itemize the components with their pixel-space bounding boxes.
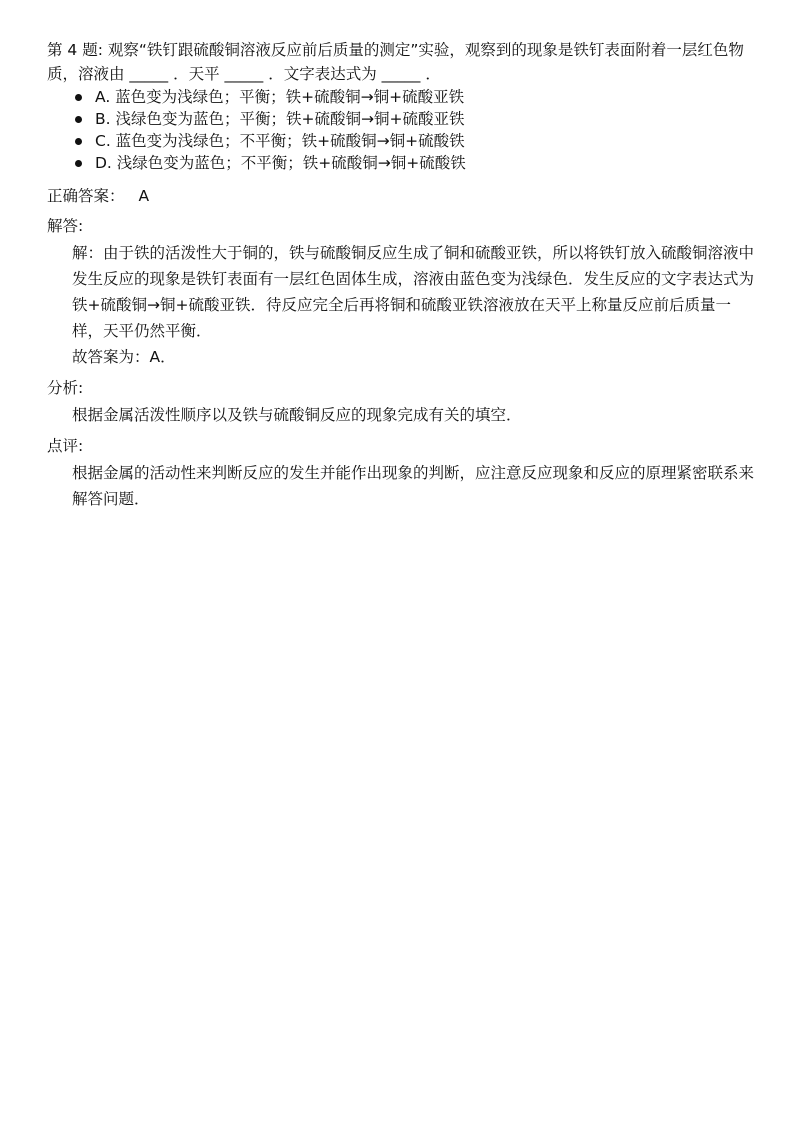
document-page [47,38,759,512]
solution-label: 解答: [47,217,84,235]
solution-body [47,240,759,370]
answer-value: A [138,187,150,205]
bullet-icon [75,138,82,145]
option-text: A. 蓝色变为浅绿色；平衡；铁+硫酸铜→铜+硫酸亚铁 [95,88,465,106]
bullet-icon [75,116,82,123]
analysis-body [47,402,759,428]
analysis-text: 根据金属活泼性顺序以及铁与硫酸铜反应的现象完成有关的填空． [72,406,522,424]
comment-text: 根据金属的活动性来判断反应的发生并能作出现象的判断，应注意反应现象和反应的原理紧密联系来解答问题． [72,464,755,508]
bullet-icon [75,94,82,101]
options-list [47,86,759,174]
option-text: D. 浅绿色变为蓝色；不平衡；铁+硫酸铜→铜+硫酸铁 [95,154,466,172]
analysis-label: 分析: [47,379,84,397]
option-b [75,108,759,130]
solution-text: 解：由于铁的活泼性大于铜的，铁与硫酸铜反应生成了铜和硫酸亚铁，所以将铁钉放入硫酸铜溶液中发生反应的现象是铁钉表面有一层红色固体生成，溶液由蓝色变为浅绿色．发生反应的文字表达式为铁+硫酸铜→铜+硫酸亚铁．待反应完全后再将铜和硫酸亚铁溶液放在天平上称量反应前后质量一样，天平仍然平衡． [72,244,755,340]
option-text: B. 浅绿色变为蓝色；平衡；铁+硫酸铜→铜+硫酸亚铁 [95,110,465,128]
comment-body [47,460,759,512]
option-text: C. 蓝色变为浅绿色；不平衡；铁+硫酸铜→铜+硫酸铁 [95,132,465,150]
bullet-icon [75,160,82,167]
answer-label: 正确答案： [47,187,125,205]
solution-conclusion: 故答案为：A． [72,348,176,366]
option-c [75,130,759,152]
option-d [75,152,759,174]
answer-line [47,184,759,208]
option-a [75,86,759,108]
comment-label: 点评: [47,437,84,455]
question-text: 第 4 题: 观察“铁钉跟硫酸铜溶液反应前后质量的测定”实验，观察到的现象是铁钉表面附着一层红色物质，溶液由 _____ ．天平 _____ ．文字表达式为 _____ ． [47,41,744,83]
